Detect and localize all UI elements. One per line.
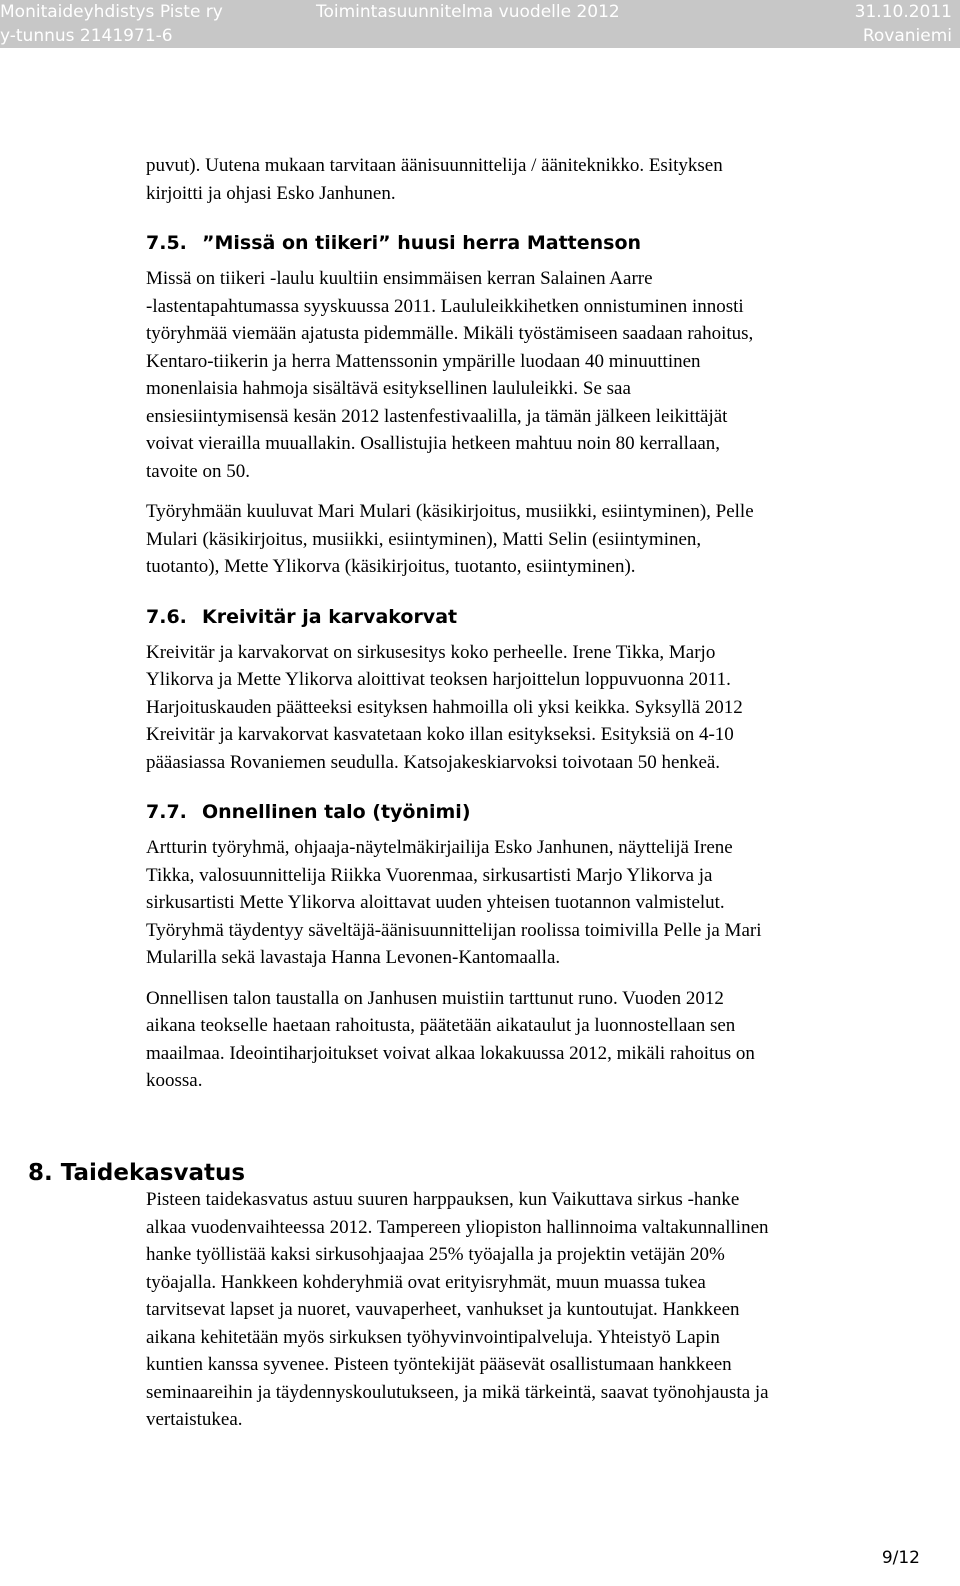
- text-line: työryhmää viemään ajatusta pidemmälle. Mikäli työstämiseen saadaan rahoitus,: [146, 323, 754, 344]
- text-line: Mularilla sekä lavastaja Hanna Levonen-Kantomaalla.: [146, 947, 561, 968]
- header-org: Monitaideyhdistys Piste ry: [0, 2, 223, 22]
- header-date: 31.10.2011: [854, 2, 952, 22]
- text-line: Harjoituskauden päätteeksi esityksen hahmoilla oli yksi keikka. Syksyllä 2012: [146, 696, 743, 718]
- section-title: ”Missä on tiikeri” huusi herra Mattenson: [202, 232, 642, 254]
- section-number: 7.7.: [146, 801, 187, 823]
- text-line: tarvitsevat lapset ja nuoret, vauvaperheet, vanhukset ja kuntoutujat. Hankkeen: [146, 1299, 740, 1320]
- section-title: Kreivitär ja karvakorvat: [202, 605, 458, 628]
- text-line: Ylikorva ja Mette Ylikorva aloittivat teoksen harjoittelun loppuvuonna 2011.: [146, 669, 731, 690]
- section-8-paragraph: [146, 1186, 954, 1434]
- text-line: koossa.: [146, 1070, 203, 1091]
- text-line: sirkusartisti Mette Ylikorva aloittavat uuden yhteisen tuotannon valmistelut.: [146, 892, 725, 913]
- text-line: Kreivitär ja karvakorvat on sirkusesitys koko perheelle. Irene Tikka, Marjo: [146, 641, 716, 663]
- page-number: 9/12: [881, 1548, 920, 1568]
- text-line: Onnellisen talon taustalla on Janhusen muistiin tarttunut runo. Vuoden 2012: [146, 987, 724, 1009]
- text-line: aikana teokselle haetaan rahoitusta, päätetään aikataulut ja luonnostellaan sen: [146, 1015, 736, 1036]
- text-line: tuotanto), Mette Ylikorva (käsikirjoitus, tuotanto, esiintyminen).: [146, 556, 636, 577]
- section-number: 7.6.: [146, 605, 187, 628]
- text-line: pääasiassa Rovaniemen seudulla. Katsojakeskiarvoksi toivotaan 50 henkeä.: [146, 751, 721, 773]
- section-7-5-paragraph-1: [146, 265, 954, 485]
- text-line: Missä on tiikeri -laulu kuultiin ensimmäisen kerran Salainen Aarre: [146, 268, 653, 289]
- text-line: vertaistukea.: [146, 1409, 243, 1430]
- section-8-heading: 8. Taidekasvatus: [28, 1160, 246, 1186]
- section-7-5-paragraph-2: [146, 498, 954, 581]
- document-body: [146, 152, 954, 1095]
- text-line: kuntien kanssa syvenee. Pisteen työntekijät pääsevät osallistumaan hankkeen: [146, 1354, 732, 1375]
- text-line: -lastentapahtumassa syyskuussa 2011. Laululeikkihetken onnistuminen innosti: [146, 295, 744, 317]
- section-number: 7.5.: [146, 232, 187, 254]
- text-line: Työryhmään kuuluvat Mari Mulari (käsikirjoitus, musiikki, esiintyminen), Pelle: [146, 501, 754, 522]
- text-line: voivat vierailla muuallakin. Osallistujia hetkeen mahtuu noin 80 kerrallaan,: [146, 433, 721, 454]
- header-doc-title: Toimintasuunnitelma vuodelle 2012: [316, 2, 620, 22]
- text-line: Työryhmä täydentyy säveltäjä-äänisuunnittelijan roolissa toimivilla Pelle ja Mari: [146, 919, 762, 941]
- section-7-5-heading: [146, 230, 954, 257]
- text-line: ensiesiintymisensä kesän 2012 lastenfestivaalilla, ja tämän jälkeen leikittäjät: [146, 405, 728, 427]
- text-line: Mulari (käsikirjoitus, musiikki, esiintyminen), Matti Selin (esiintyminen,: [146, 528, 702, 550]
- text-line: aikana kehitetään myös sirkuksen työhyvinvointipalveluja. Yhteistyö Lapin: [146, 1326, 720, 1348]
- section-7-6-heading: [146, 604, 954, 631]
- text-line: Kentaro-tiikerin ja herra Mattenssonin ympärille luodaan 40 minuuttinen: [146, 350, 701, 372]
- section-7-7-heading: [146, 799, 954, 826]
- section-7-7-paragraph-2: [146, 985, 954, 1095]
- text-line: alkaa vuodenvaihteessa 2012. Tampereen yliopiston hallinnoima valtakunnallinen: [146, 1216, 769, 1238]
- intro-paragraph: [146, 152, 954, 207]
- section-7-7-paragraph-1: [146, 834, 954, 972]
- text-line: puvut). Uutena mukaan tarvitaan äänisuunnittelija / ääniteknikko. Esityksen: [146, 155, 723, 176]
- page-header: [0, 0, 960, 48]
- text-line: maailmaa. Ideointiharjoitukset voivat alkaa lokakuussa 2012, mikäli rahoitus on: [146, 1042, 755, 1064]
- header-business-id: y-tunnus 2141971-6: [0, 26, 173, 46]
- text-line: seminaareihin ja täydennyskoulutukseen, ja mikä tärkeintä, saavat työnohjausta ja: [146, 1381, 769, 1403]
- text-line: Tikka, valosuunnittelija Riikka Vuorenmaa, sirkusartisti Marjo Ylikorva ja: [146, 864, 713, 886]
- text-line: Artturin työryhmä, ohjaaja-näytelmäkirjailija Esko Janhunen, näyttelijä Irene: [146, 837, 733, 858]
- section-title: Onnellinen talo (työnimi): [202, 801, 471, 823]
- text-line: hanke työllistää kaksi sirkusohjaajaa 25% työajalla ja projektin vetäjän 20%: [146, 1244, 725, 1265]
- text-line: kirjoitti ja ohjasi Esko Janhunen.: [146, 182, 396, 204]
- text-line: Pisteen taidekasvatus astuu suuren harppauksen, kun Vaikuttava sirkus -hanke: [146, 1189, 740, 1210]
- text-line: tavoite on 50.: [146, 460, 250, 482]
- text-line: työajalla. Hankkeen kohderyhmiä ovat erityisryhmät, muun muassa tukea: [146, 1271, 706, 1293]
- text-line: Kreivitär ja karvakorvat kasvatetaan koko illan esitykseksi. Esityksiä on 4-10: [146, 724, 734, 745]
- header-city: Rovaniemi: [862, 26, 952, 46]
- section-7-6-paragraph: [146, 639, 954, 777]
- text-line: monenlaisia hahmoja sisältävä esityksellinen laululeikki. Se saa: [146, 378, 631, 399]
